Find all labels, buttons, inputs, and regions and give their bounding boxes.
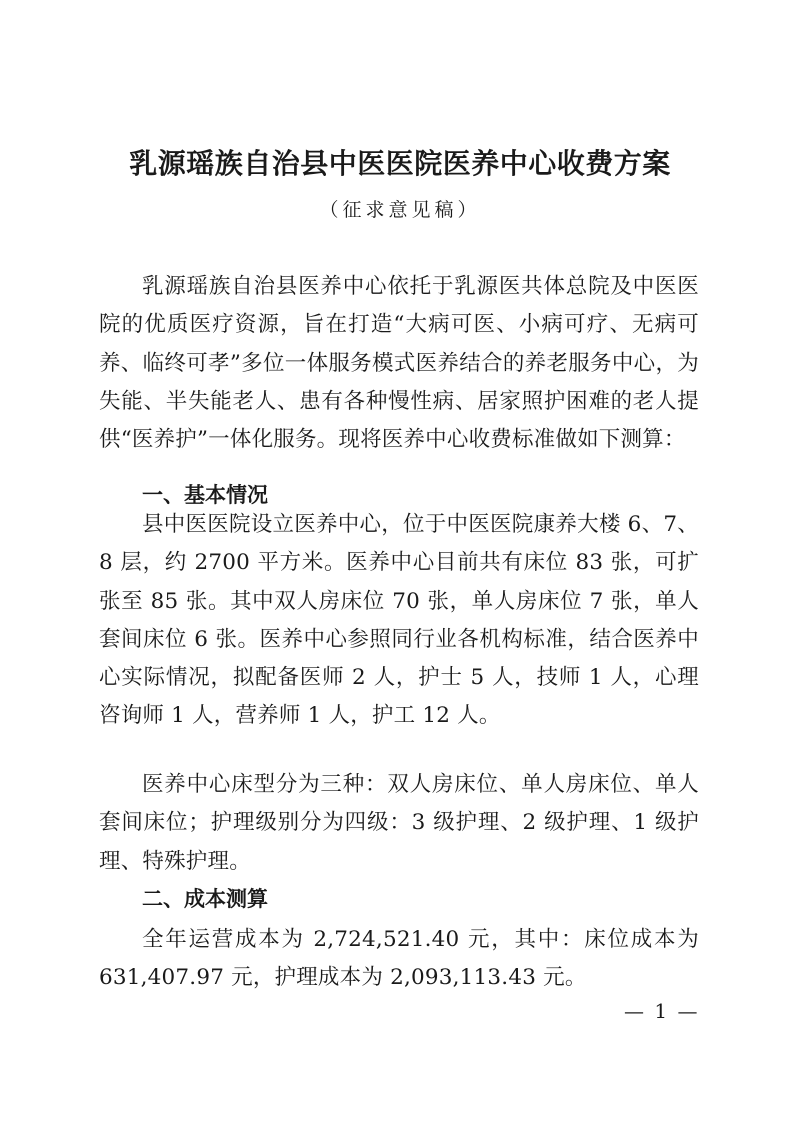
- section-heading-basic-info: 一、基本情况: [142, 483, 268, 507]
- section-heading-cost-estimate: 二、成本测算: [142, 887, 268, 911]
- intro-paragraph: 乳源瑶族自治县医养中心依托于乳源医共体总院及中医医院的优质医疗资源，旨在打造“大病可医、小病可疗、无病可养、临终可孝”多位一体服务模式医养结合的养老服务中心，为失能、半失能老人、患有各种慢性病、居家照护困难的老人提供“医养护”一体化服务。现将医养中心收费标准做如下测算：: [99, 274, 699, 453]
- cost-estimate-paragraph: 全年运营成本为 2,724,521.40 元，其中：床位成本为 631,407.97 元，护理成本为 2,093,113.43 元。: [99, 927, 699, 991]
- basic-info-paragraph: 县中医医院设立医养中心，位于中医医院康养大楼 6、7、8 层，约 2700 平方米。医养中心目前共有床位 83 张，可扩张至 85 张。其中双人房床位 70 张，单人房床位 7 张，单人套间床位 6 张。医养中心参照同行业各机构标准，结合医养中心实际情况，拟配备医师 2 人，护士 5 人，技师 1 人，心理咨询师 1 人，营养师 1 人，护工 12 人。: [99, 512, 699, 729]
- document-title: 乳源瑶族自治县中医医院医养中心收费方案: [129, 147, 671, 180]
- bed-and-care-level-paragraph: 医养中心床型分为三种：双人房床位、单人房床位、单人套间床位；护理级别分为四级：3 级护理、2 级护理、1 级护理、特殊护理。: [99, 772, 699, 874]
- document-subtitle: （征求意见稿）: [319, 199, 481, 221]
- page-number: — 1 —: [624, 999, 700, 1023]
